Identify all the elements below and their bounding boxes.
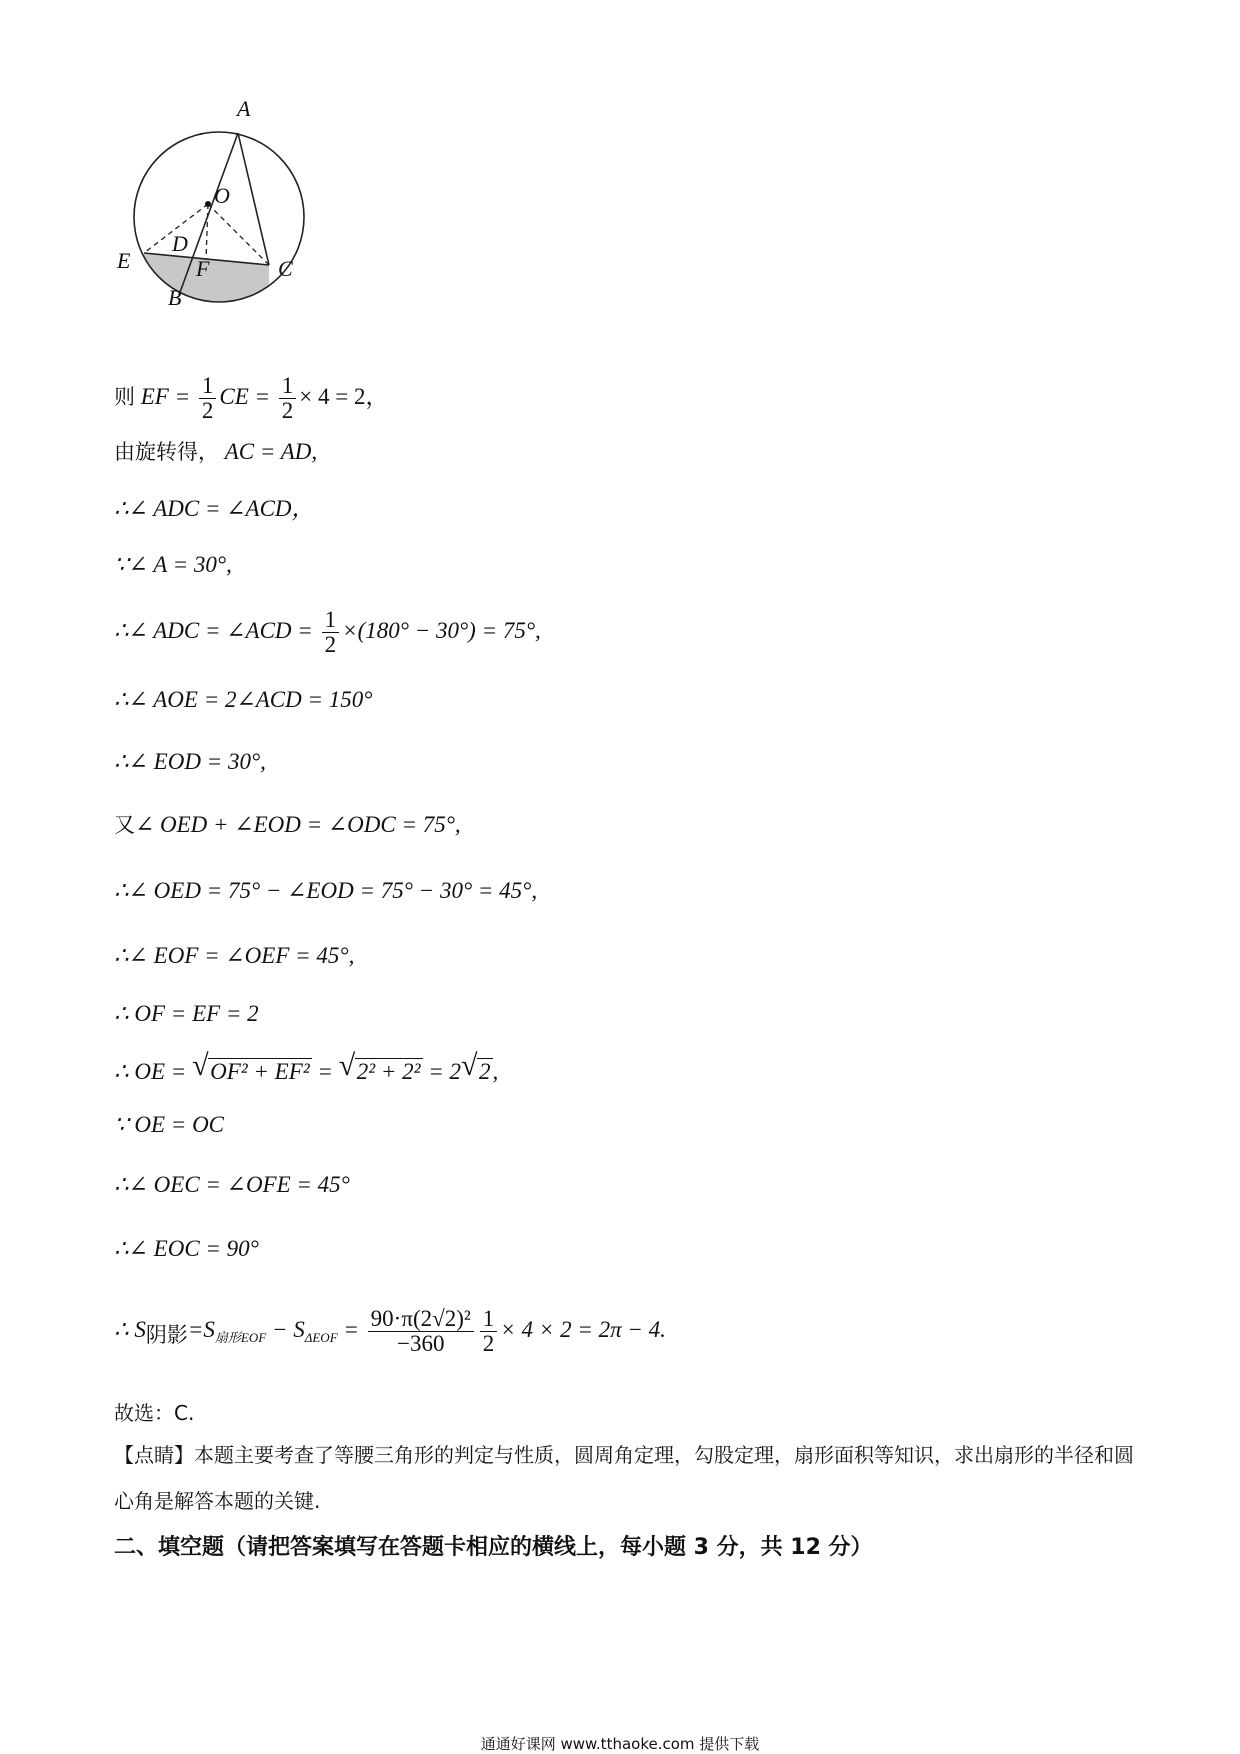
page-footer: 通通好课网 www.tthaoke.com 提供下载	[480, 1735, 760, 1753]
step-line-7: ∴∠ EOD = 30°,	[114, 749, 266, 774]
chord-ac	[238, 133, 269, 265]
label-b: B	[168, 285, 182, 310]
dashed-of	[206, 204, 208, 260]
center-dot	[205, 201, 211, 207]
circle-geometry-figure	[110, 96, 350, 336]
label-c: C	[278, 256, 293, 281]
section-title: 二、填空题（请把答案填写在答题卡相应的横线上，每小题 3 分，共 12 分）	[114, 1535, 873, 1560]
label-a: A	[237, 96, 251, 121]
step-line-3: ∴∠ ADC = ∠ACD，	[114, 496, 315, 521]
label-e: E	[117, 248, 131, 273]
dashed-oc	[208, 204, 269, 265]
step-line-9: ∴∠ OED = 75° − ∠EOD = 75° − 30° = 45°,	[114, 878, 538, 903]
step-line-area: ∴ $S_{阴影}=S_{扇形EOF} - S_{\Delta EOF}$ = $\frac{\text{90·π(2√2)²}}{-360}$ $\frac{1}{2}$ × 4 × 2 = 2π − 4.	[114, 1306, 666, 1356]
step-line-15: ∴∠ EOC = 90°	[114, 1236, 259, 1261]
step-line-8: 又∠ OED + ∠EOD = ∠ODC = 75°,	[114, 812, 461, 837]
step-line-11: ∴ OF = EF = 2	[114, 1001, 259, 1026]
step-line-14: ∴∠ OEC = ∠OFE = 45°	[114, 1172, 350, 1197]
step-line-10: ∴∠ EOF = ∠OEF = 45°,	[114, 943, 355, 968]
step-line-ef: 则 EF = $\frac{1}{2}$ CE = $\frac{1}{2}$ × 4 = 2，	[114, 373, 389, 423]
step-line-5: ∴∠ ADC = ∠ACD = $\frac{1}{2}$ ×(180° − 30°) = 75°,	[114, 607, 541, 657]
step-line-13: ∵ OE = OC	[114, 1112, 225, 1137]
step-line-6: ∴∠ AOE = 2∠ACD = 150°	[114, 687, 373, 712]
comment-paragraph: 【点睛】本题主要考查了等腰三角形的判定与性质，圆周角定理，勾股定理，扇形面积等知识，求出扇形的半径和圆心角是解答本题的关键.	[114, 1443, 1134, 1513]
answer-line: 故选：C.	[114, 1401, 195, 1425]
label-o: O	[214, 183, 230, 208]
label-f: F	[196, 256, 210, 281]
step-line-rotation: 由旋转得， AC = AD,	[114, 439, 318, 464]
label-d: D	[172, 231, 188, 256]
step-line-12: ∴ OE = √ OF² + EF² = √ 2² + 2² = 2 √ 2,	[114, 1049, 499, 1084]
step-line-4: ∵∠ A = 30°,	[114, 552, 232, 577]
